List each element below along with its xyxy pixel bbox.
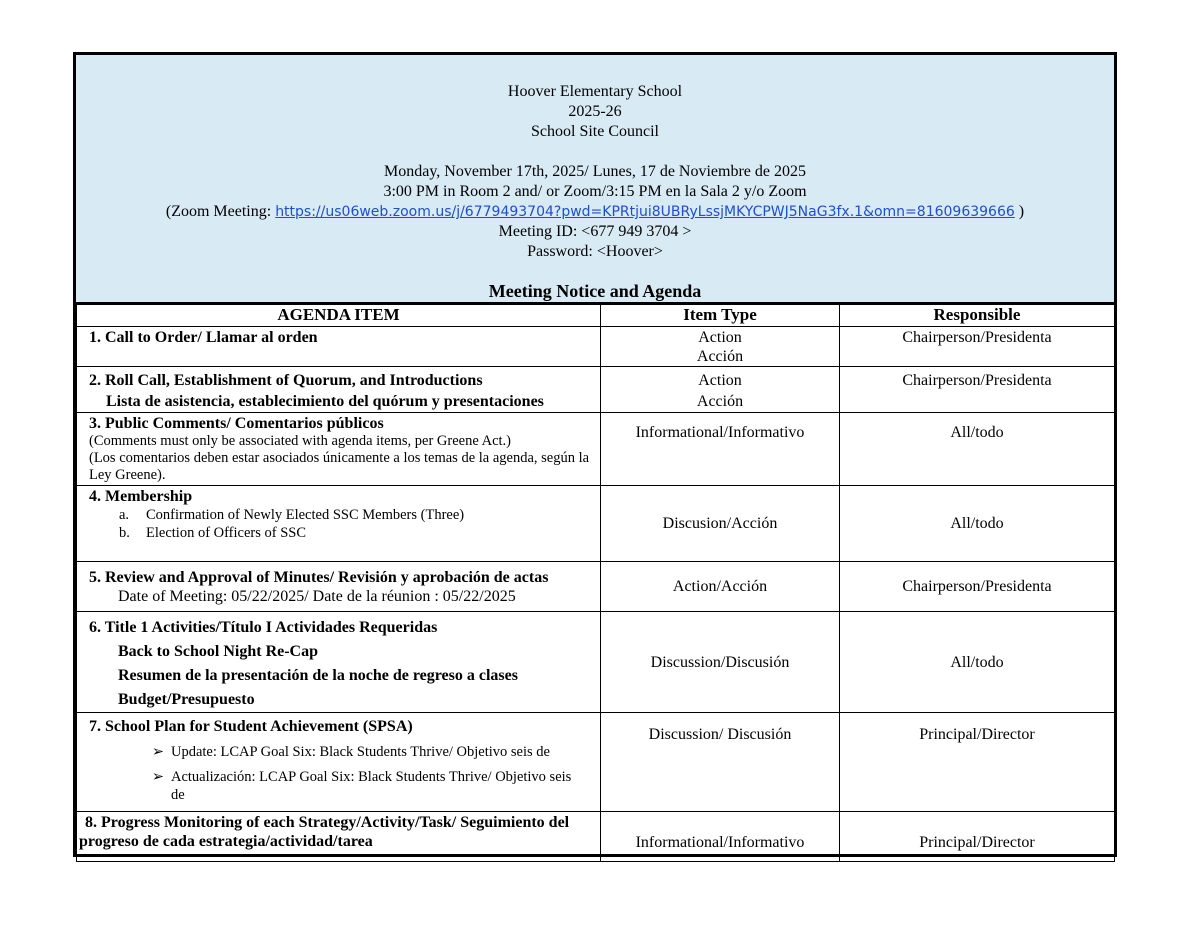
item-line: Budget/Presupuesto xyxy=(118,691,255,708)
item-line: Back to School Night Re-Cap xyxy=(118,643,319,660)
item-responsible: Chairperson/Presidenta xyxy=(840,367,1115,413)
table-row xyxy=(77,413,1115,486)
item-note: (Comments must only be associated with agenda items, per Greene Act.) xyxy=(89,433,512,449)
item-type-line: Acción xyxy=(696,348,744,365)
item-type: Discussion/ Discusión xyxy=(601,713,840,812)
item-type: Action/Acción xyxy=(601,562,840,612)
item-type-line: Action xyxy=(698,372,742,389)
zoom-suffix: ) xyxy=(1014,203,1025,220)
zoom-line xyxy=(76,202,1114,222)
item-responsible: Principal/Director xyxy=(840,713,1115,812)
agenda-document xyxy=(73,52,1117,857)
agenda-table xyxy=(76,302,1115,862)
item-type-line: Action xyxy=(698,329,742,346)
meeting-id: Meeting ID: <677 949 3704 > xyxy=(498,223,692,240)
subitem-text: Confirmation of Newly Elected SSC Members (Three) xyxy=(146,507,465,523)
column-header-agenda-item: AGENDA ITEM xyxy=(77,304,601,327)
subitem-text: Election of Officers of SSC xyxy=(146,525,307,541)
table-row xyxy=(77,486,1115,562)
bullet-text: Update: LCAP Goal Six: Black Students Thrive/ Objetivo seis de xyxy=(171,744,550,760)
table-row xyxy=(77,812,1115,862)
zoom-prefix: (Zoom Meeting: xyxy=(165,203,276,220)
subitem-marker: b. xyxy=(119,525,130,541)
item-title: 3. Public Comments/ Comentarios públicos xyxy=(89,415,384,432)
item-responsible: All/todo xyxy=(840,612,1115,713)
item-subtitle: Date of Meeting: 05/22/2025/ Date de la réunion : 05/22/2025 xyxy=(118,588,516,605)
item-responsible: Chairperson/Presidenta xyxy=(840,562,1115,612)
item-responsible: Chairperson/Presidenta xyxy=(840,327,1115,367)
item-bullet xyxy=(89,743,600,761)
item-subitem xyxy=(89,506,600,524)
table-header-row xyxy=(77,304,1115,327)
item-title: 2. Roll Call, Establishment of Quorum, and Introductions xyxy=(89,372,483,389)
item-title: 5. Review and Approval of Minutes/ Revisión y aprobación de actas xyxy=(89,569,549,586)
item-title: 6. Title 1 Activities/Título I Actividades Requeridas xyxy=(89,619,438,636)
zoom-link[interactable]: https://us06web.zoom.us/j/6779493704?pwd=KPRtjui8UBRyLssjMKYCPWJ5NaG3fx.1&omn=81609639666 xyxy=(275,204,1015,220)
item-bullet xyxy=(89,768,600,804)
item-type: Informational/Informativo xyxy=(601,413,840,486)
item-title: 7. School Plan for Student Achievement (SPSA) xyxy=(89,718,413,735)
agenda-title: Meeting Notice and Agenda xyxy=(488,281,702,301)
item-note: (Los comentarios deben estar asociados únicamente a los temas de la agenda, según la Ley Greene). xyxy=(89,450,590,483)
item-subtitle: Lista de asistencia, establecimiento del quórum y presentaciones xyxy=(106,393,544,410)
school-year: 2025-26 xyxy=(568,103,622,120)
item-type: Discussion/Discusión xyxy=(601,612,840,713)
item-responsible: All/todo xyxy=(840,486,1115,562)
column-header-responsible: Responsible xyxy=(840,304,1115,327)
item-type-line: Acción xyxy=(696,393,744,410)
table-row xyxy=(77,612,1115,713)
item-line: Resumen de la presentación de la noche de regreso a clases xyxy=(118,667,518,684)
item-responsible: Principal/Director xyxy=(840,812,1115,862)
item-subitem xyxy=(89,524,600,542)
arrow-bullet-icon: ➢ xyxy=(151,769,165,785)
table-row xyxy=(77,327,1115,367)
meeting-date: Monday, November 17th, 2025/ Lunes, 17 de Noviembre de 2025 xyxy=(384,163,806,180)
table-row xyxy=(77,713,1115,812)
item-title: 4. Membership xyxy=(89,488,193,505)
meeting-time: 3:00 PM in Room 2 and/ or Zoom/3:15 PM en la Sala 2 y/o Zoom xyxy=(383,183,807,200)
bullet-text: Actualización: LCAP Goal Six: Black Students Thrive/ Objetivo seis de xyxy=(171,769,572,803)
meeting-password: Password: <Hoover> xyxy=(527,243,663,260)
table-row xyxy=(77,562,1115,612)
arrow-bullet-icon: ➢ xyxy=(151,744,165,760)
agenda-header xyxy=(76,55,1114,302)
item-type: Informational/Informativo xyxy=(601,812,840,862)
item-title: 1. Call to Order/ Llamar al orden xyxy=(89,329,318,346)
column-header-item-type: Item Type xyxy=(601,304,840,327)
table-row xyxy=(77,367,1115,413)
subitem-marker: a. xyxy=(119,507,130,523)
item-title: 8. Progress Monitoring of each Strategy/Activity/Task/ Seguimiento del progreso de cada estrategia/actividad/tarea xyxy=(79,814,570,850)
council-name: School Site Council xyxy=(531,123,659,140)
item-responsible: All/todo xyxy=(840,413,1115,486)
item-type: Discusion/Acción xyxy=(601,486,840,562)
school-name: Hoover Elementary School xyxy=(507,83,683,100)
